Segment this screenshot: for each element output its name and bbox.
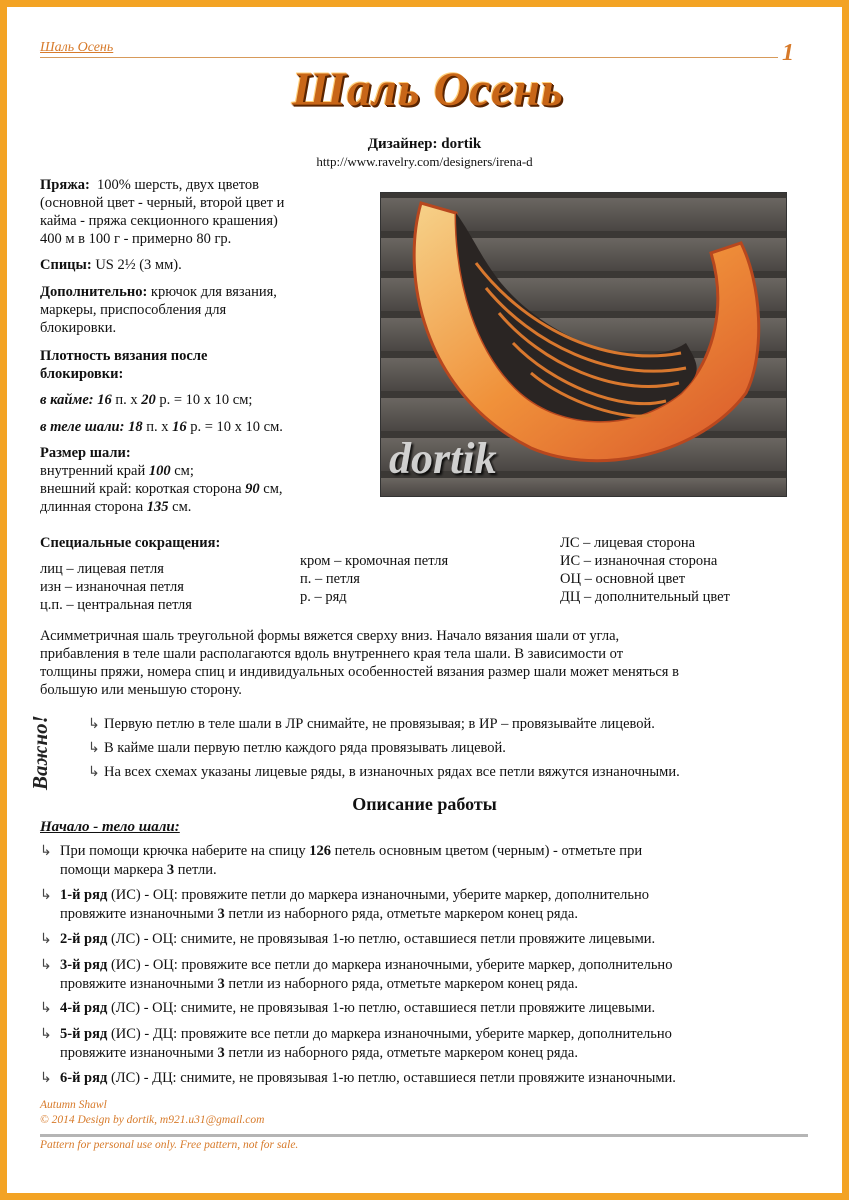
hooked-arrow-icon: ↳ xyxy=(40,1027,52,1042)
important-item: Первую петлю в теле шали в ЛР снимайте, не провязывая; в ИР – провязывайте лицевой. xyxy=(104,716,655,732)
row-text: провяжите изнаночными xyxy=(60,976,214,992)
gauge-title-line: Плотность вязания после xyxy=(40,348,208,364)
gauge-body-label: в теле шали: xyxy=(40,419,125,435)
gauge-text: п. х xyxy=(146,419,169,435)
designer-url[interactable]: http://www.ravelry.com/designers/irena-d xyxy=(316,154,533,169)
yarn-line: кайма - пряжа секционного крашения) xyxy=(40,213,278,229)
shawl-description xyxy=(40,627,815,699)
abbrev-item: р. – ряд xyxy=(300,589,347,605)
row-text: провяжите изнаночными xyxy=(60,1045,214,1061)
yarn-label: Пряжа: xyxy=(40,177,90,193)
yarn-line: 100% шерсть, двух цветов xyxy=(97,177,260,193)
size-value: 100 xyxy=(148,463,171,479)
page-number: 1 xyxy=(782,40,794,66)
step-text: петель основным цветом (черным) - отметьте при xyxy=(334,843,643,859)
step-text: помощи маркера xyxy=(60,862,164,878)
gauge-value: 18 xyxy=(128,419,143,435)
needles-value: US 2½ (3 мм). xyxy=(95,257,182,273)
row-text: провяжите изнаночными xyxy=(60,906,214,922)
gauge-title xyxy=(40,347,207,383)
step-number: 126 xyxy=(309,843,331,859)
gauge-text: п. х xyxy=(115,392,138,408)
size-unit: см; xyxy=(174,463,194,479)
row-text: (ЛС) - ОЦ: снимите, не провязывая 1-ю петлю, оставшиеся петли провяжите лицевыми. xyxy=(110,931,656,947)
important-item: В кайме шали первую петлю каждого ряда провязывать лицевой. xyxy=(104,740,506,756)
footer-name: Autumn Shawl xyxy=(40,1099,107,1111)
important-item: На всех схемах указаны лицевые ряды, в изнаночных рядах все петли вяжутся изнаночными. xyxy=(104,764,680,780)
photo-watermark: dortik xyxy=(389,434,497,483)
shawl-photo xyxy=(380,192,787,497)
row-text: (ИС) - ОЦ: провяжите петли до маркера изнаночными, уберите маркер, дополнительно xyxy=(110,887,650,903)
designer-credit: Дизайнер: dortik xyxy=(367,136,482,152)
row-text: петли из наборного ряда, отметьте маркером конец ряда. xyxy=(228,1045,578,1061)
hooked-arrow-icon: ↳ xyxy=(40,888,52,903)
row-label: 4-й ряд xyxy=(60,1000,108,1016)
gauge-body xyxy=(40,418,283,436)
step-row-5 xyxy=(40,1025,810,1063)
step-row-1 xyxy=(40,886,810,924)
footer-copyright: © 2014 Design by dortik, m921.u31@gmail.com xyxy=(40,1114,265,1126)
row-label: 6-й ряд xyxy=(60,1070,108,1086)
step-number: 3 xyxy=(166,862,175,878)
description-line: большую или меньшую сторону. xyxy=(40,682,242,698)
row-label: 3-й ряд xyxy=(60,957,108,973)
size-value: 135 xyxy=(146,499,169,515)
row-number: 3 xyxy=(217,1045,225,1061)
extra-spec xyxy=(40,283,375,337)
step-row-6 xyxy=(40,1069,810,1088)
section-title: Описание работы xyxy=(352,794,497,814)
size-value: 90 xyxy=(245,481,260,497)
description-line: толщины пряжи, номера спиц и индивидуальных особенностей вязания размер шали может меняться в xyxy=(40,664,679,680)
gauge-value: 16 xyxy=(172,419,187,435)
abbrev-item: лиц – лицевая петля xyxy=(40,561,164,577)
hooked-arrow-icon: ↳ xyxy=(40,958,52,973)
description-line: Асимметричная шаль треугольной формы вяжется сверху вниз. Начало вязания шали от угла, xyxy=(40,628,620,644)
gauge-title-line: блокировки: xyxy=(40,366,124,382)
step-text: При помощи крючка наберите на спицу xyxy=(60,843,306,859)
size-text: внешний край: короткая сторона xyxy=(40,481,242,497)
abbrev-item: изн – изнаночная петля xyxy=(40,579,184,595)
step-row-4 xyxy=(40,999,810,1018)
header-rule xyxy=(40,57,778,58)
gauge-edge-label: в кайме: xyxy=(40,392,94,408)
row-text: петли из наборного ряда, отметьте маркером конец ряда. xyxy=(228,976,578,992)
abbrev-item: ц.п. – центральная петля xyxy=(40,597,192,613)
footer-rule xyxy=(40,1134,808,1137)
important-list xyxy=(88,716,680,788)
row-label: 5-й ряд xyxy=(60,1026,108,1042)
row-text: (ИС) - ДЦ: провяжите все петли до маркера изнаночными, уберите маркер, дополнительно xyxy=(110,1026,672,1042)
row-text: (ЛС) - ОЦ: снимите, не провязывая 1-ю петлю, оставшиеся петли провяжите лицевыми. xyxy=(110,1000,656,1016)
abbrev-item: ИС – изнаночная сторона xyxy=(560,553,718,569)
size-text: внутренний край xyxy=(40,463,146,479)
abbrev-col-3 xyxy=(560,534,730,606)
footer-note: Pattern for personal use only. Free pattern, not for sale. xyxy=(40,1139,299,1151)
hooked-arrow-icon: ↳ xyxy=(40,932,52,947)
abbrev-col-1 xyxy=(40,560,192,614)
hooked-arrow-icon: ↳ xyxy=(88,717,100,732)
abbrev-item: ДЦ – дополнительный цвет xyxy=(560,589,730,605)
row-label: 1-й ряд xyxy=(60,887,108,903)
title-logo: Шаль Осень xyxy=(292,63,564,116)
gauge-value: 20 xyxy=(141,392,156,408)
gauge-text: р. = 10 х 10 см; xyxy=(159,392,253,408)
abbrev-item: ОЦ – основной цвет xyxy=(560,571,686,587)
yarn-spec xyxy=(40,176,375,248)
size-text: длинная сторона xyxy=(40,499,144,515)
step-row-3 xyxy=(40,956,810,994)
abbrev-item: ЛС – лицевая сторона xyxy=(560,535,696,551)
row-number: 3 xyxy=(217,906,225,922)
abbrev-title: Специальные сокращения: xyxy=(40,535,221,551)
abbrev-item: п. – петля xyxy=(300,571,360,587)
size-spec xyxy=(40,444,283,516)
hooked-arrow-icon: ↳ xyxy=(40,1001,52,1016)
running-title: Шаль Осень xyxy=(40,40,114,55)
needles-spec xyxy=(40,256,182,274)
hooked-arrow-icon: ↳ xyxy=(88,741,100,756)
row-text: (ЛС) - ДЦ: снимите, не провязывая 1-ю петлю, оставшиеся петли провяжите изнаночными. xyxy=(110,1070,676,1086)
gauge-edge xyxy=(40,391,252,409)
hooked-arrow-icon: ↳ xyxy=(40,844,52,859)
yarn-line: 400 м в 100 г - примерно 80 гр. xyxy=(40,231,232,247)
size-unit: см. xyxy=(172,499,192,515)
extra-line: блокировки. xyxy=(40,320,117,336)
row-text: петли из наборного ряда, отметьте маркером конец ряда. xyxy=(228,906,578,922)
step-row-2 xyxy=(40,930,810,949)
description-line: прибавления в теле шали располагаются вдоль внутреннего края тела шали. В зависимости от xyxy=(40,646,624,662)
row-label: 2-й ряд xyxy=(60,931,108,947)
abbrev-col-2 xyxy=(300,552,448,606)
extra-label: Дополнительно: xyxy=(40,284,148,300)
step-cast-on xyxy=(40,842,810,880)
hooked-arrow-icon: ↳ xyxy=(40,1071,52,1086)
gauge-text: р. = 10 х 10 см. xyxy=(190,419,283,435)
section-subtitle: Начало - тело шали: xyxy=(40,819,180,835)
abbrev-item: кром – кромочная петля xyxy=(300,553,449,569)
needles-label: Спицы: xyxy=(40,257,92,273)
extra-line: маркеры, приспособления для xyxy=(40,302,227,318)
row-number: 3 xyxy=(217,976,225,992)
row-text: (ИС) - ОЦ: провяжите все петли до маркера изнаночными, уберите маркер, дополнительно xyxy=(110,957,673,973)
size-label: Размер шали: xyxy=(40,445,131,461)
size-unit: см, xyxy=(263,481,283,497)
important-label: Важно! xyxy=(28,715,52,790)
yarn-line: (основной цвет - черный, второй цвет и xyxy=(40,195,285,211)
extra-line: крючок для вязания, xyxy=(150,284,277,300)
hooked-arrow-icon: ↳ xyxy=(88,765,100,780)
step-text: петли. xyxy=(177,862,217,878)
gauge-value: 16 xyxy=(97,392,112,408)
